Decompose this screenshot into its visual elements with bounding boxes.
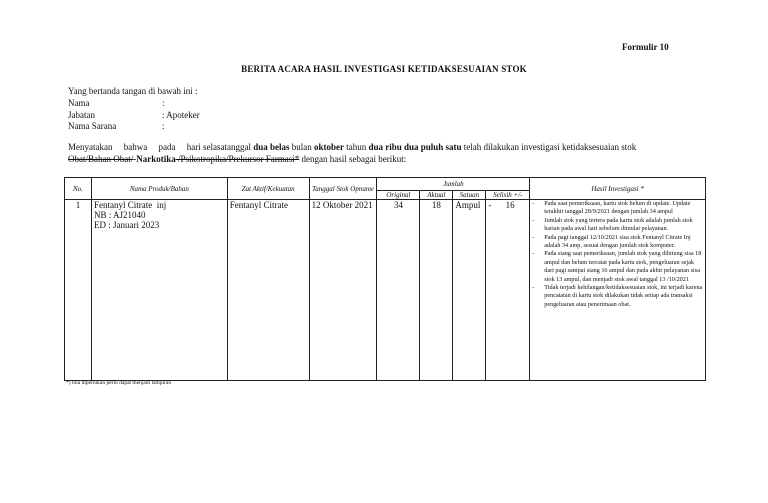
statement-line2-suffix: dengan hasil sebagai berikut: (299, 154, 407, 164)
field-nama (68, 98, 165, 108)
statement-line-1 (68, 142, 636, 152)
footnote: *) bila diperlukan perlu dapat menjadi lampiran (66, 380, 172, 386)
col-original-header: Original (377, 191, 420, 200)
col-no-header: No. (65, 178, 92, 200)
product-batch: NB : AJ21040 (93, 210, 146, 220)
table-row (65, 200, 706, 381)
form-number: Formulir 10 (622, 42, 669, 52)
row-product (91, 200, 227, 381)
row-actual: 18 (420, 200, 453, 381)
finding-item: - Pada pagi tanggal 12/10/2021 sisa stok Fentanyl Citrate Inj adalah 34 amp, sesuai dengan jumlah stok komputer. (532, 234, 703, 251)
product-name: Fentanyl Citrate inj (93, 200, 167, 210)
statement-month-pre: bulan (289, 142, 314, 152)
col-active-header: Zat Aktif/Kekuatan (227, 178, 309, 200)
field-value: : (162, 121, 165, 131)
col-result-header: Hasil Investigasi * (530, 178, 706, 200)
statement-month: oktober (313, 142, 344, 152)
row-findings (530, 200, 706, 381)
investigation-table (64, 177, 706, 381)
col-product-header: Nama Produk/Bahan (91, 178, 227, 200)
document-title: BERITA ACARA HASIL INVESTIGASI KETIDAKSESUAIAN STOK (241, 64, 527, 74)
statement-line-2 (68, 154, 406, 164)
field-value: : (162, 98, 165, 108)
row-diff (486, 200, 530, 381)
category-psikotropika: /Psikotropika/Prekursor Farmasi* (175, 154, 300, 164)
field-label: Nama Sarana (68, 121, 117, 131)
statement-prefix: Menyatakan bahwa pada hari (68, 142, 203, 152)
statement-date: dua belas (253, 142, 290, 152)
diff-value: 16 (505, 200, 515, 210)
statement-tanggal: tanggal (224, 142, 254, 152)
row-unit: Ampul (453, 200, 486, 381)
statement-suffix: telah dilakukan investigasi ketidaksesuaian stok (461, 142, 637, 152)
row-no: 1 (65, 200, 92, 381)
col-jumlah-header: Jumlah (377, 178, 530, 191)
intro-text: Yang bertanda tangan di bawah ini : (68, 86, 198, 96)
field-nama-sarana (68, 121, 165, 131)
col-unit-header: Satuan (453, 191, 486, 200)
row-original: 34 (377, 200, 420, 381)
statement-year-pre: tahun (343, 142, 369, 152)
field-value: : Apoteker (162, 110, 200, 120)
finding-item: - Jumlah stok yang tertera pada kartu stok adalah jumlah stok harian pada awal hari sebelum dimulai pelayanan. (532, 217, 703, 234)
row-active: Fentanyl Citrate (227, 200, 309, 381)
diff-sign: - (488, 200, 492, 210)
finding-item: - Pada siang saat pemeriksaan, jumlah stok yang dihitung sisa 18 ampul dan belum tercatat pada kartu stok, pengeluaran sejak dari pagi sampai siang 16 ampul dan pada akhir pelayanan sisa stok 13 ampul, dan menjadi stok awal tanggal 13 /10/2021 (532, 250, 703, 284)
row-date: 12 Oktober 2021 (309, 200, 377, 381)
col-date-header: Tanggal Stok Opname (309, 178, 377, 200)
statement-day: selasa (202, 142, 225, 152)
col-actual-header: Aktual (420, 191, 453, 200)
col-diff-header: Selisih +/- (486, 191, 530, 200)
field-label: Nama (68, 98, 90, 108)
category-obat: Obat/Bahan Obat/ (68, 154, 134, 164)
product-expiry: ED : Januari 2023 (93, 220, 160, 230)
category-narkotika: -Narkotika (133, 154, 176, 164)
field-jabatan (68, 110, 200, 120)
finding-item: - Tidak terjadi kehilangan/ketidaksesuaian stok, ini terjadi karena pencatatan di kartu stok dilakukan tidak setiap ada transaksi pengeluaran atau penerimaan obat. (532, 284, 703, 309)
statement-year: dua ribu dua puluh satu (368, 142, 462, 152)
field-label: Jabatan (68, 110, 95, 120)
finding-item: - Pada saat pemeriksaan, kartu stok belum di update. Update terakhir tanggal 28/9/2021 dengan jumlah 34 ampul (532, 200, 703, 217)
